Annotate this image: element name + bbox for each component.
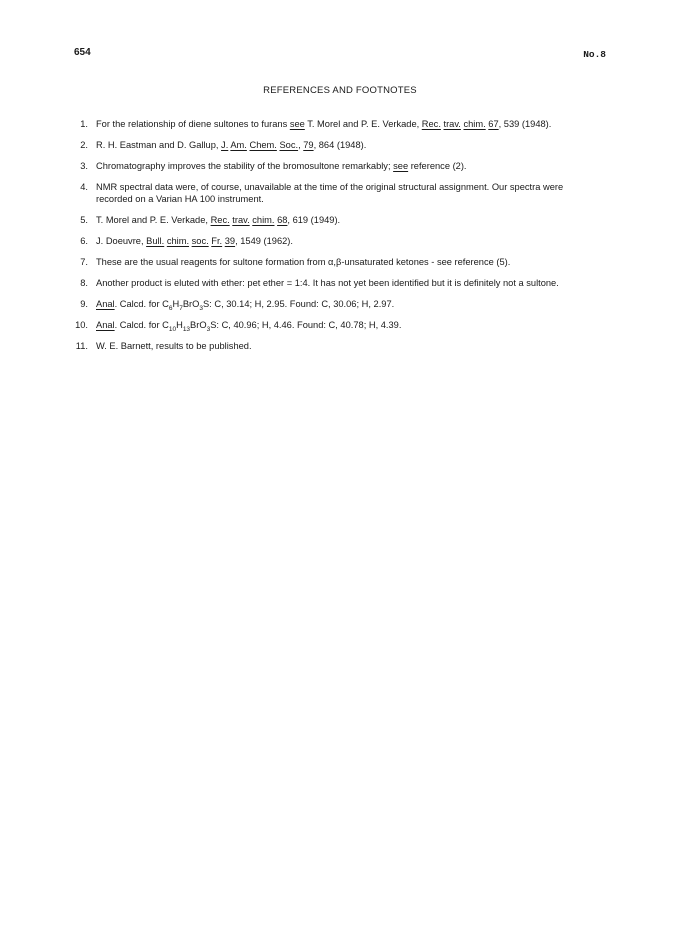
reference-item bbox=[62, 319, 582, 331]
text-segment: S: C, 40.96; H, 4.46. Found: C, 40.78; H, 4.39. bbox=[210, 320, 402, 330]
reference-item bbox=[62, 139, 582, 151]
reference-item bbox=[62, 256, 582, 268]
underlined-text: J. bbox=[221, 140, 229, 150]
underlined-text: Fr. bbox=[211, 236, 223, 246]
text-segment: . Calcd. for C bbox=[114, 320, 169, 330]
reference-number: 9. bbox=[80, 299, 88, 309]
text-segment: , 619 (1949). bbox=[287, 215, 341, 225]
text-segment: T. Morel and P. E. Verkade, bbox=[304, 119, 422, 129]
subscript: 7 bbox=[179, 304, 183, 312]
reference-number: 5. bbox=[80, 215, 88, 225]
text-segment: R. H. Eastman and D. Gallup, bbox=[96, 140, 222, 150]
reference-item bbox=[62, 160, 582, 172]
reference-number: 10. bbox=[75, 320, 88, 330]
reference-number: 8. bbox=[80, 278, 88, 288]
reference-text bbox=[96, 277, 582, 289]
underlined-text: see bbox=[289, 119, 305, 129]
text-segment: BrO bbox=[182, 299, 200, 309]
text-segment: T. Morel and P. E. Verkade, bbox=[96, 215, 211, 225]
underlined-text: Anal bbox=[96, 299, 115, 309]
text-segment: , 539 (1948). bbox=[498, 119, 552, 129]
underlined-text: Anal bbox=[96, 320, 115, 330]
reference-item bbox=[62, 298, 582, 310]
reference-number: 3. bbox=[80, 161, 88, 171]
reference-number: 6. bbox=[80, 236, 88, 246]
reference-text bbox=[96, 235, 582, 247]
reference-item bbox=[62, 118, 582, 130]
text-segment: , bbox=[298, 140, 304, 150]
reference-text bbox=[96, 181, 582, 205]
underlined-text: Am. bbox=[230, 140, 247, 150]
text-segment: , 864 (1948). bbox=[313, 140, 367, 150]
underlined-text: 39 bbox=[224, 236, 236, 246]
text-segment: H bbox=[172, 299, 180, 309]
reference-text bbox=[96, 118, 582, 130]
underlined-text: chim. bbox=[252, 215, 275, 225]
text-segment: J. Doeuvre, bbox=[96, 236, 147, 246]
text-segment: NMR spectral data were, of course, unavailable at the time of the original structural assignment. Our spectra were recorded on a Varian HA 100 instrument. bbox=[96, 182, 564, 204]
reference-text bbox=[96, 139, 582, 151]
underlined-text: chim. bbox=[463, 119, 486, 129]
text-segment: Another product is eluted with ether: pet ether = 1:4. It has not yet been identified but it is definitely not a sultone. bbox=[96, 278, 559, 288]
reference-item bbox=[62, 277, 582, 289]
reference-number: 2. bbox=[80, 140, 88, 150]
underlined-text: 79 bbox=[303, 140, 314, 150]
underlined-text: 67 bbox=[488, 119, 499, 129]
reference-text bbox=[96, 256, 582, 268]
text-segment: H bbox=[176, 320, 183, 330]
page-number: 654 bbox=[74, 47, 91, 58]
reference-item bbox=[62, 214, 582, 226]
reference-text bbox=[96, 298, 582, 310]
text-segment: reference (2). bbox=[408, 161, 467, 171]
subscript: 6 bbox=[168, 304, 173, 312]
subscript: 3 bbox=[206, 325, 211, 333]
underlined-text: Rec. bbox=[210, 215, 230, 225]
reference-number: 7. bbox=[80, 257, 88, 267]
reference-text bbox=[96, 160, 582, 172]
issue-number: No.8 bbox=[583, 49, 606, 60]
reference-number: 4. bbox=[80, 182, 88, 192]
subscript: 13 bbox=[182, 325, 191, 333]
text-segment: S: C, 30.14; H, 2.95. Found: C, 30.06; H, 2.97. bbox=[202, 299, 395, 309]
text-segment: These are the usual reagents for sultone formation from α,β-unsaturated ketones - see reference (5). bbox=[96, 257, 511, 267]
reference-text bbox=[96, 340, 582, 352]
underlined-text: trav. bbox=[232, 215, 250, 225]
text-segment: , 1549 (1962). bbox=[235, 236, 293, 246]
underlined-text: Soc. bbox=[279, 140, 299, 150]
underlined-text: see bbox=[393, 161, 409, 171]
underlined-text: Rec. bbox=[421, 119, 441, 129]
underlined-text: 68 bbox=[277, 215, 288, 225]
reference-item bbox=[62, 340, 582, 352]
reference-text bbox=[96, 319, 582, 331]
reference-item bbox=[62, 181, 582, 205]
underlined-text: trav. bbox=[443, 119, 461, 129]
text-segment: BrO bbox=[190, 320, 207, 330]
text-segment: For the relationship of diene sultones to furans bbox=[96, 119, 290, 129]
underlined-text: soc. bbox=[191, 236, 209, 246]
reference-number: 11. bbox=[75, 341, 88, 351]
reference-list bbox=[62, 118, 582, 361]
reference-text bbox=[96, 214, 582, 226]
reference-number: 1. bbox=[80, 119, 88, 129]
underlined-text: chim. bbox=[166, 236, 190, 246]
text-segment: W. E. Barnett, results to be published. bbox=[96, 341, 252, 351]
underlined-text: Chem. bbox=[249, 140, 277, 150]
text-segment: . Calcd. for C bbox=[114, 299, 169, 309]
reference-item bbox=[62, 235, 582, 247]
text-segment: Chromatography improves the stability of the bromosultone remarkably; bbox=[96, 161, 394, 171]
subscript: 3 bbox=[199, 304, 203, 312]
section-title: REFERENCES AND FOOTNOTES bbox=[263, 85, 417, 96]
underlined-text: Bull. bbox=[146, 236, 165, 246]
subscript: 10 bbox=[168, 325, 177, 333]
